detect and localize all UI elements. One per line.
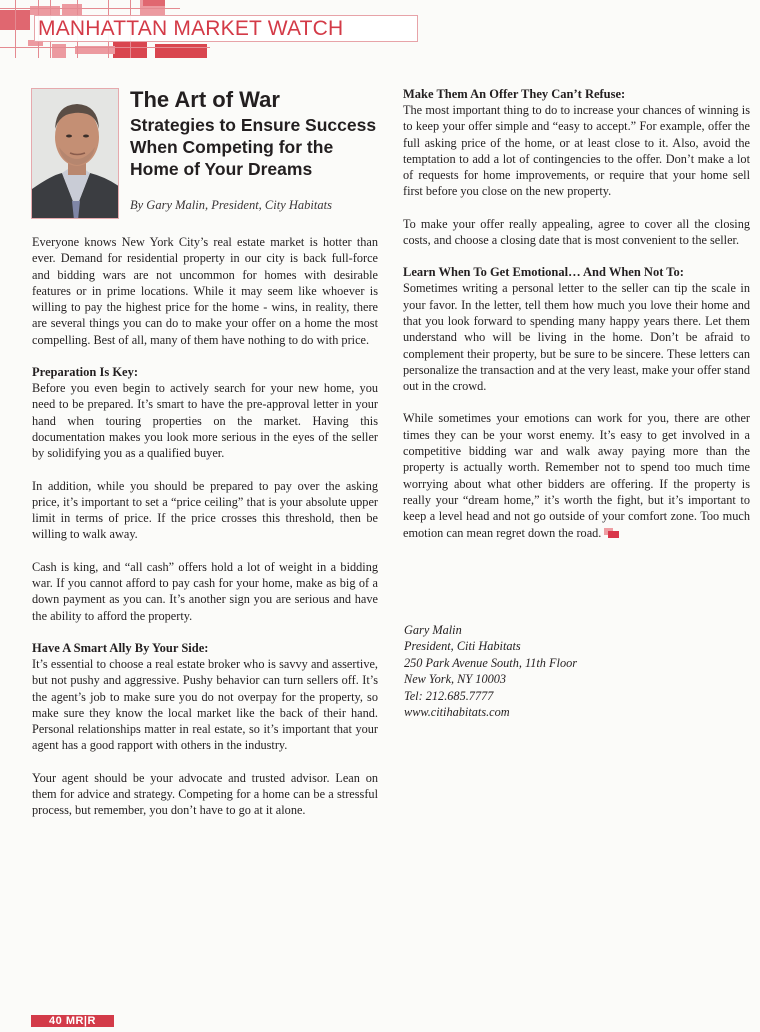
paragraph: The most important thing to do to increase your chances of winning is to keep your offer simple and “easy to accept.” For example, offer the full asking price of the home, or at least close to it. Also, avoid the temptation to add a lot of contingencies to the offer. Don’t make a lot of requests for home improvements, or require that your home sell first before you close on the new property. (403, 103, 750, 199)
subtitle-line: Strategies to Ensure Success (130, 115, 377, 135)
paragraph-intro: Everyone knows New York City’s real estate market is hotter than ever. Demand for residential property in our city is back full-force and bidding wars are not uncommon for homes with desirable features or in prime locations. While it may seem like whoever is willing to pay the highest price for the home - wins, in reality, there are several things you can do to make your offer on a home the most compelling. Best of all, many of them have nothing to do with price. (32, 235, 378, 347)
byline: By Gary Malin, President, City Habitats (130, 198, 332, 212)
signature-address: 250 Park Avenue South, 11th Floor (404, 655, 578, 670)
signature-city: New York, NY 10003 (404, 672, 507, 687)
signature-name: Gary Malin (404, 623, 462, 637)
section-title: MANHATTAN MARKET WATCH (38, 17, 344, 40)
section-banner (0, 0, 430, 58)
paragraph: In addition, while you should be prepared to pay over the asking price, it’s important to set a “price ceiling” that is your absolute upper limit in terms of price. If the price crosses this threshold, then be willing to walk away. (32, 478, 378, 542)
paragraph: Your agent should be your advocate and trusted advisor. Lean on them for advice and strategy. Competing for a home can be a stressful process, but remember, you don’t have to go at it alone. (32, 770, 378, 818)
heading-emotional: Learn When To Get Emotional… And When Not To: (403, 265, 684, 280)
subtitle-line: Home of Your Dreams (130, 159, 313, 179)
paragraph: Before you even begin to actively search for your new home, you need to be prepared. It’s smart to have the pre-approval letter in your hand when touring properties on the market. Having this documentation makes you look more serious in the eyes of the seller by solidifying you as a qualified buyer. (32, 381, 378, 461)
page-folio: 40 MR|R (31, 1015, 114, 1027)
right-column (403, 86, 750, 557)
heading-preparation: Preparation Is Key: (32, 365, 139, 380)
paragraph: To make your offer really appealing, agree to cover all the closing costs, and choose a closing date that is most convenient to the seller. (403, 216, 750, 248)
signature-phone: Tel: 212.685.7777 (404, 688, 494, 703)
paragraph-final (403, 410, 750, 540)
end-of-article-icon (604, 528, 620, 538)
subtitle-line: When Competing for the (130, 137, 334, 157)
signature-title: President, Citi Habitats (404, 639, 521, 654)
paragraph: It’s essential to choose a real estate broker who is savvy and assertive, but not pushy and aggressive. Pushy behavior can turn sellers off. It’s the agent’s job to make sure you do not overpay for the property, so make sure they know the local market like the back of their hand. Personal relationships matter in real estate, so it’s important that your agent has a good rapport with others in the industry. (32, 656, 378, 753)
heading-smart-ally: Have A Smart Ally By Your Side: (32, 640, 209, 655)
paragraph: Sometimes writing a personal letter to the seller can tip the scale in your favor. In the letter, tell them how much you love their home and that you look forward to spending many happy years there. Let them understand who will be living in the home. Don’t be afraid to complement their property, but be sure to be sincere. These letters can personalize the transaction and at the very least, make your offer stand out in the crowd. (403, 281, 750, 394)
article-title: The Art of War (130, 87, 280, 112)
heading-offer: Make Them An Offer They Can’t Refuse: (403, 87, 626, 101)
paragraph-final-text: While sometimes your emotions can work for you, there are other times they can be your worst enemy. It’s easy to get involved in a competitive bidding war and walk away paying more than the property is actually worth. Remember not to spend too much time worrying about what other bidders are offering. If the property is really your “dream home,” it’s worth the fight, but it’s important to keep a level head and not go outside of your comfort zone. Too much emotion can mean regret down the road. (403, 411, 750, 540)
article-header (130, 88, 390, 180)
author-photo (31, 88, 119, 219)
author-signature (404, 622, 577, 720)
article-subtitle (130, 114, 390, 180)
left-column (32, 234, 378, 835)
author-portrait-image (32, 89, 119, 219)
paragraph: Cash is king, and “all cash” offers hold a lot of weight in a bidding war. If you cannot afford to pay cash for your home, make as big of a down payment as you can. It’s another sign you are serious and have the ability to afford the property. (32, 559, 378, 623)
signature-website[interactable]: www.citihabitats.com (404, 705, 510, 720)
